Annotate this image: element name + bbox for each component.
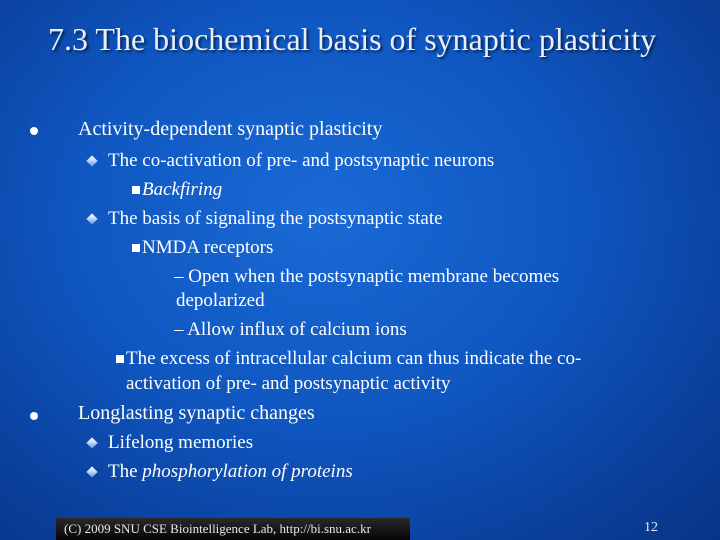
bullet-square-icon [116,355,124,363]
bullet-square-icon [132,186,140,194]
bullet-longlasting: Longlasting synaptic changes [78,402,315,424]
slide-title: 7.3 The biochemical basis of synaptic plasticity [48,21,657,57]
subbullet-phosphorylation [108,461,353,483]
item-excess-calcium-2: activation of pre- and postsynaptic activity [126,373,451,394]
item-excess-calcium-1: The excess of intracellular calcium can thus indicate the co- [126,348,582,369]
subbullet-coactivation: The co-activation of pre- and postsynaptic neurons [108,150,495,171]
bullet-diamond-icon [86,466,97,477]
item-backfiring [142,179,222,201]
phosphorylation-prefix: The [108,461,143,482]
backfiring-text: Backfiring [142,179,223,200]
phosphorylation-italic: phosphorylation of proteins [142,461,353,482]
bullet-activity-dependent: Activity-dependent synaptic plasticity [78,118,383,140]
bullet-dot-icon [30,127,38,135]
bullet-square-icon [132,244,140,252]
bullet-dot-icon [30,412,38,420]
detail-open-depolarized-1: – Open when the postsynaptic membrane becomes [174,266,560,287]
bullet-diamond-icon [86,213,97,224]
bullet-diamond-icon [86,437,97,448]
bullet-diamond-icon [86,155,97,166]
page-number: 12 [644,520,658,535]
item-nmda-receptors: NMDA receptors [142,237,274,258]
footer-credit: (C) 2009 SNU CSE Biointelligence Lab, http://bi.snu.ac.kr [56,518,410,540]
subbullet-lifelong-memories: Lifelong memories [108,432,254,453]
detail-calcium-influx: – Allow influx of calcium ions [174,319,407,340]
detail-open-depolarized-2: depolarized [176,290,265,311]
subbullet-basis-signaling: The basis of signaling the postsynaptic state [108,208,443,229]
